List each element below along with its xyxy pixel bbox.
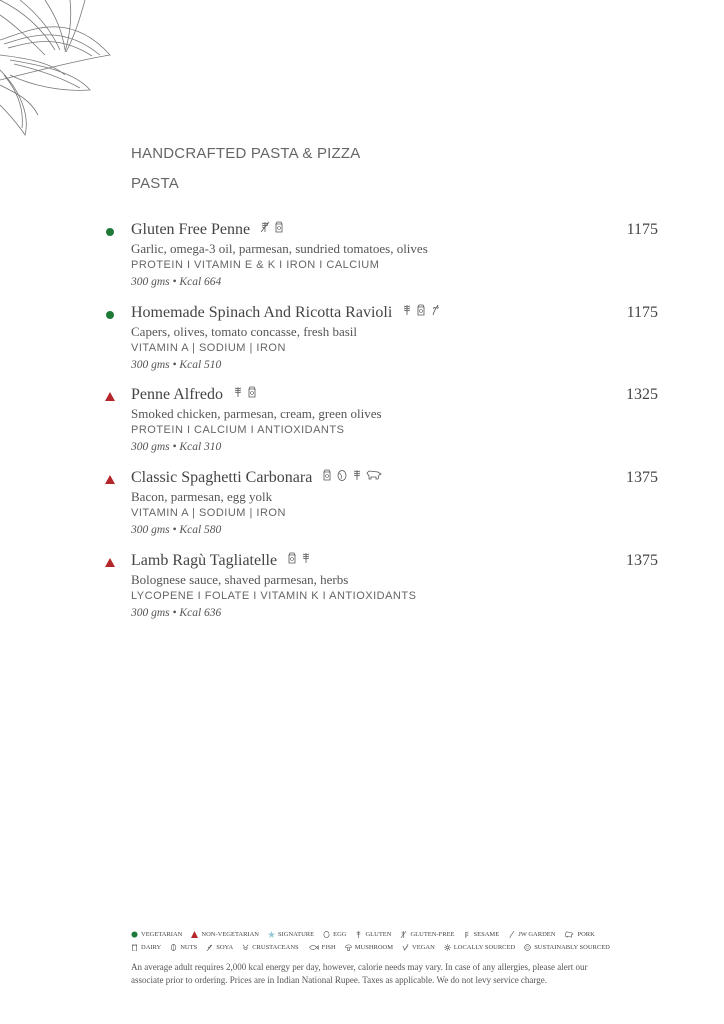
item-price: 1375 bbox=[626, 469, 658, 486]
jw-garden-icon bbox=[430, 304, 440, 316]
item-description: Garlic, omega-3 oil, parmesan, sundried tomatoes, olives bbox=[131, 241, 428, 256]
mushroom-icon bbox=[345, 944, 352, 951]
dairy-icon bbox=[416, 304, 426, 316]
legend-label: JW GARDEN bbox=[518, 931, 556, 938]
sesame-icon bbox=[464, 931, 471, 938]
gluten-icon bbox=[352, 469, 362, 481]
legend-row bbox=[131, 931, 595, 938]
item-name: Classic Spaghetti Carbonara bbox=[131, 469, 313, 486]
soya-icon bbox=[206, 944, 213, 951]
item-portion: 300 gms • Kcal 636 bbox=[131, 607, 222, 619]
dairy-icon bbox=[247, 386, 257, 398]
legend-label: SOYA bbox=[216, 944, 234, 951]
vegetarian-icon bbox=[106, 311, 114, 319]
crustaceans-icon bbox=[242, 944, 249, 951]
fish-icon bbox=[308, 944, 319, 951]
egg-icon bbox=[336, 469, 348, 481]
lotus-illustration bbox=[0, 0, 120, 140]
dairy-icon bbox=[274, 221, 284, 233]
legend-label: PORK bbox=[577, 931, 595, 938]
legend-label: EGG bbox=[333, 931, 347, 938]
menu-item bbox=[105, 221, 658, 301]
legend-label: FISH bbox=[321, 944, 336, 951]
menu-item bbox=[105, 552, 658, 632]
item-name: Lamb Ragù Tagliatelle bbox=[131, 552, 278, 569]
dairy-icon bbox=[287, 552, 297, 564]
section-title: HANDCRAFTED PASTA & PIZZA bbox=[131, 145, 361, 162]
item-description: Smoked chicken, parmesan, cream, green olives bbox=[131, 406, 382, 421]
star-icon bbox=[268, 931, 275, 938]
legend-label: CRUSTACEANS bbox=[252, 944, 299, 951]
dairy-icon bbox=[322, 469, 332, 481]
legend-label: SESAME bbox=[473, 931, 500, 938]
item-portion: 300 gms • Kcal 310 bbox=[131, 441, 222, 453]
non-vegetarian-icon bbox=[105, 392, 115, 401]
pork-icon bbox=[366, 469, 382, 481]
gluten-icon bbox=[402, 304, 412, 316]
legend-label: VEGAN bbox=[412, 944, 435, 951]
legend-label: NON-VEGETARIAN bbox=[201, 931, 259, 938]
item-name: Penne Alfredo bbox=[131, 386, 223, 403]
egg-icon bbox=[323, 931, 330, 938]
locally-sourced-icon bbox=[444, 944, 451, 951]
item-description: Capers, olives, tomato concasse, fresh basil bbox=[131, 324, 357, 339]
gluten-icon bbox=[233, 386, 243, 398]
item-description: Bolognese sauce, shaved parmesan, herbs bbox=[131, 572, 349, 587]
nonveg-triangle-icon bbox=[191, 931, 198, 938]
veg-dot-icon bbox=[131, 931, 138, 938]
sustainably-sourced-icon bbox=[524, 944, 531, 951]
item-portion: 300 gms • Kcal 664 bbox=[131, 276, 222, 288]
jw-garden-icon bbox=[508, 931, 515, 938]
legend-label: NUTS bbox=[180, 944, 198, 951]
legend-label: GLUTEN-FREE bbox=[410, 931, 455, 938]
gluten-icon bbox=[355, 931, 362, 938]
legend-label: GLUTEN bbox=[365, 931, 392, 938]
nuts-icon bbox=[170, 944, 177, 951]
legend-label: VEGETARIAN bbox=[141, 931, 183, 938]
gluten-free-icon bbox=[400, 931, 407, 938]
item-nutrition: VITAMIN A | SODIUM | IRON bbox=[131, 342, 286, 354]
gluten-free-icon bbox=[260, 221, 270, 233]
item-nutrition: PROTEIN I VITAMIN E & K I IRON I CALCIUM bbox=[131, 259, 380, 271]
gluten-icon bbox=[301, 552, 311, 564]
legend-label: SUSTAINABLY SOURCED bbox=[534, 944, 610, 951]
menu-item bbox=[105, 304, 658, 384]
legend-label: LOCALLY SOURCED bbox=[453, 944, 516, 951]
vegan-icon bbox=[402, 944, 409, 951]
subsection-title: PASTA bbox=[131, 175, 179, 192]
menu-item bbox=[105, 386, 658, 466]
pork-icon bbox=[564, 931, 574, 938]
item-nutrition: PROTEIN I CALCIUM I ANTIOXIDANTS bbox=[131, 424, 345, 436]
legend-label: MUSHROOM bbox=[354, 944, 394, 951]
item-name: Homemade Spinach And Ricotta Ravioli bbox=[131, 304, 393, 321]
menu-item bbox=[105, 469, 658, 549]
footnote: An average adult requires 2,000 kcal energy per day, however, calorie needs may vary. In case of any allergies, please alert our associate prior to ordering. Prices are in Indian National Rupee. Taxes as applicable. We do not levy service charge. bbox=[131, 962, 588, 985]
item-portion: 300 gms • Kcal 510 bbox=[131, 359, 222, 371]
item-nutrition: LYCOPENE I FOLATE I VITAMIN K I ANTIOXIDANTS bbox=[131, 590, 417, 602]
legend-label: SIGNATURE bbox=[277, 931, 315, 938]
legend-label: DAIRY bbox=[141, 944, 162, 951]
item-name: Gluten Free Penne bbox=[131, 221, 251, 238]
non-vegetarian-icon bbox=[105, 558, 115, 567]
vegetarian-icon bbox=[106, 228, 114, 236]
item-price: 1175 bbox=[626, 221, 658, 238]
non-vegetarian-icon bbox=[105, 475, 115, 484]
dairy-icon bbox=[131, 944, 138, 951]
item-price: 1175 bbox=[626, 304, 658, 321]
item-description: Bacon, parmesan, egg yolk bbox=[131, 489, 273, 504]
item-price: 1375 bbox=[626, 552, 658, 569]
item-portion: 300 gms • Kcal 580 bbox=[131, 524, 222, 536]
legend-row bbox=[131, 944, 610, 951]
item-price: 1325 bbox=[626, 386, 658, 403]
item-nutrition: VITAMIN A | SODIUM | IRON bbox=[131, 507, 286, 519]
